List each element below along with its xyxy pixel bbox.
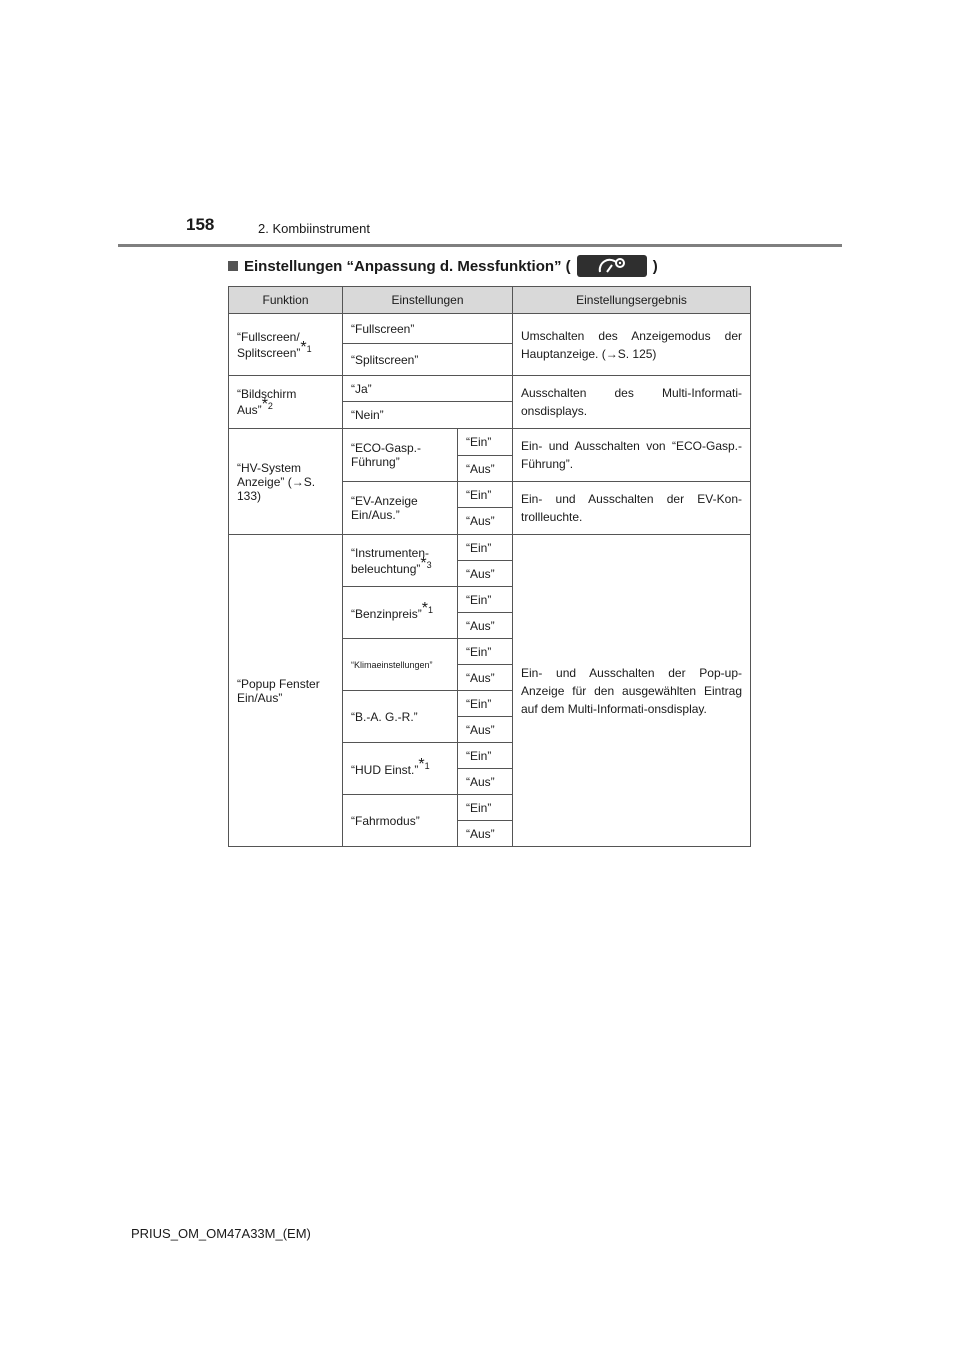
option-cell: “Fullscreen” [343,314,513,344]
function-text: Splitscreen” [237,345,301,360]
setting-cell [343,535,458,587]
setting-text: “HUD Einst.” [351,762,419,777]
option-cell: “Aus” [458,456,513,482]
option-cell: “Ein” [458,639,513,665]
header-ergebnis: Einstellungsergebnis [513,287,751,314]
page-number: 158 [186,215,215,234]
result-cell: Ausschalten des Multi-Informati-onsdisplays. [513,376,751,429]
settings-table [228,286,751,847]
setting-cell [343,587,458,639]
setting-cell: “ECO-Gasp.-Führung” [343,429,458,482]
footnote-number: 1 [424,760,430,771]
option-cell: “Aus” [458,821,513,847]
heading-suffix: ) [652,257,658,275]
function-text: “Fullscreen/ [237,329,300,344]
square-bullet-icon [228,261,238,271]
result-cell: Ein- und Ausschalten der Pop-up-Anzeige für den ausgewählten Eintrag auf dem Multi-Informati-onsdisplay. [513,535,751,847]
result-cell: Ein- und Ausschalten von “ECO-Gasp.-Führung”. [513,429,751,482]
document-footer: PRIUS_OM_OM47A33M_(EM) [131,1226,311,1241]
option-cell: “Nein” [343,402,513,429]
option-cell: “Ein” [458,429,513,456]
function-text: Aus” [237,403,262,417]
footnote-star: * [261,396,268,413]
footnote-star: * [420,554,427,572]
function-cell: “HV-System Anzeige” (→S. 133) [229,429,343,535]
option-cell: “Ein” [458,482,513,508]
result-cell: Umschalten des Anzeigemodus der Hauptanzeige. (→S. 125) [513,314,751,376]
footnote-star: * [300,338,307,356]
chapter-title: 2. Kombiinstrument [258,221,370,236]
result-cell: Ein- und Ausschalten der EV-Kon-trollleuchte. [513,482,751,535]
option-cell: “Aus” [458,717,513,743]
option-cell: “Ein” [458,795,513,821]
option-cell: “Ja” [343,376,513,402]
setting-cell: “EV-Anzeige Ein/Aus.” [343,482,458,535]
table-header-row [229,287,751,314]
footnote-number: 2 [267,401,273,411]
option-cell: “Ein” [458,691,513,717]
footnote-number: 1 [427,604,433,615]
section-heading [228,255,658,277]
header-funktion: Funktion [229,287,343,314]
setting-cell: “Klimaeinstellungen” [343,639,458,691]
table-row [229,314,751,344]
function-cell [229,376,343,429]
option-cell: “Splitscreen” [343,344,513,376]
function-cell: “Popup Fenster Ein/Aus” [229,535,343,847]
footnote-star: * [418,755,425,773]
option-cell: “Aus” [458,561,513,587]
footnote-number: 3 [426,559,432,570]
header-rule [118,244,842,247]
option-cell: “Ein” [458,743,513,769]
option-cell: “Aus” [458,613,513,639]
setting-cell [343,743,458,795]
table-row [229,429,751,456]
setting-cell: “Fahrmodus” [343,795,458,847]
meter-settings-icon [577,255,647,277]
footnote-star: * [421,599,428,617]
setting-cell: “B.-A. G.-R.” [343,691,458,743]
heading-text: Einstellungen “Anpassung d. Messfunktion” ( [244,257,571,275]
option-cell: “Ein” [458,587,513,613]
function-text: “Bildschirm [237,387,297,401]
table-row [229,376,751,402]
option-cell: “Aus” [458,508,513,535]
option-cell: “Aus” [458,665,513,691]
setting-text: “Benzinpreis” [351,606,422,621]
table-row [229,535,751,561]
function-cell [229,314,343,376]
footnote-number: 1 [306,343,312,354]
header-einstellungen: Einstellungen [343,287,513,314]
option-cell: “Aus” [458,769,513,795]
setting-text: “Instrumenten-beleuchtung” [351,545,430,576]
option-cell: “Ein” [458,535,513,561]
